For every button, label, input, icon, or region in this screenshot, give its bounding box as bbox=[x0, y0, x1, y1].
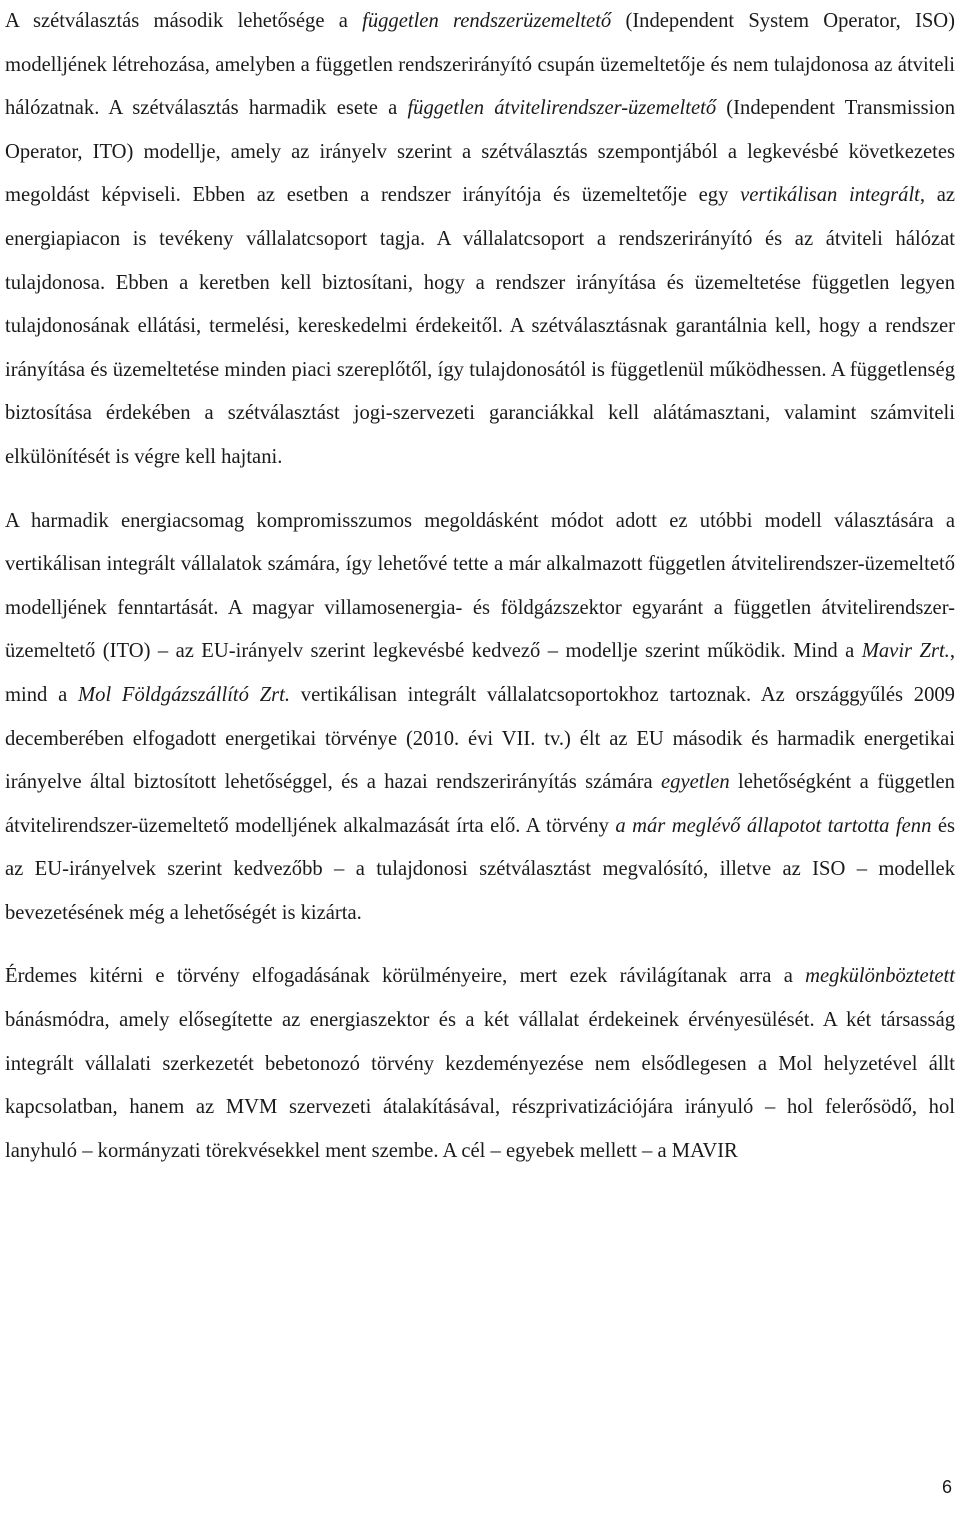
emphasized-text: Mol Földgázszállító Zrt. bbox=[78, 683, 291, 706]
paragraph-text: (Independent Transmission Operator, ITO) modellje, amely az irányelv szerint a szétválasztás szempontjából a legkevésbé következetes megoldást képviseli. Ebben az esetben a rendszer irányítója és üzemeltetője egy bbox=[5, 97, 955, 207]
page-number: 6 bbox=[941, 1477, 952, 1497]
paragraph-text: lehetőségként a független átvitelirendszer-üzemeltető modelljének alkalmazását írta elő. A törvény bbox=[5, 771, 955, 837]
paragraph-text: bánásmódra, amely elősegítette az energiaszektor és a két vállalat érdekeinek érvényesülését. A két társasság integrált vállalati szerkezetét bebetonozó törvény kezdeményezése nem elsődlegesen a Mol helyzetével állt kapcsolatban, hanem az MVM szervezeti átalakításával, részprivatizációjára irányuló – hol felerősödő, hol lanyhuló – kormányzati törekvésekkel ment szembe. A cél – egyebek mellett – a MAVIR bbox=[5, 1009, 955, 1162]
document-body bbox=[5, 0, 955, 1173]
paragraph bbox=[5, 955, 955, 1173]
paragraph bbox=[5, 0, 955, 480]
document-page bbox=[5, 0, 955, 1173]
paragraph-text: , az energiapiacon is tevékeny vállalatcsoport tagja. A vállalatcsoport a rendszerirányító és az átviteli hálózat tulajdonosa. Ebben a keretben kell biztosítani, hogy a rendszer irányítása és üzemeltetése független legyen tulajdonosának ellátási, termelési, kereskedelmi érdekeitől. A szétválasztásnak garantálnia kell, hogy a rendszer irányítása és üzemeltetése minden piaci szereplőtől, így tulajdonosától is függetlenül működhessen. A függetlenség biztosítása érdekében a szétválasztást jogi-szervezeti garanciákkal kell alátámasztani, valamint számviteli elkülönítését is végre kell hajtani. bbox=[5, 184, 956, 468]
emphasized-text: Mavir Zrt. bbox=[861, 640, 950, 663]
emphasized-text: vertikálisan integrált bbox=[740, 184, 920, 207]
emphasized-text: független rendszerüzemeltető bbox=[362, 10, 612, 32]
paragraph bbox=[5, 500, 955, 936]
emphasized-text: a már meglévő állapotot tartotta fenn bbox=[615, 814, 932, 837]
paragraph-text: és az EU-irányelvek szerint kedvezőbb – a tulajdonosi szétválasztást megvalósító, illetve az ISO – modellek bevezetésének még a lehetőségét is kizárta. bbox=[5, 814, 956, 924]
paragraph-text: (Independent System Operator, ISO) modelljének létrehozása, amelyben a független rendszerirányító csupán üzemeltetője és nem tulajdonosa az átviteli hálózatnak. A szétválasztás harmadik esete a bbox=[5, 10, 955, 120]
paragraph-text: A szétválasztás második lehetősége a bbox=[5, 10, 363, 32]
paragraph-text: , mind a bbox=[5, 640, 955, 706]
emphasized-text: független átvitelirendszer-üzemeltető bbox=[407, 97, 717, 120]
emphasized-text: megkülönböztetett bbox=[805, 965, 955, 988]
paragraph-text: vertikálisan integrált vállalatcsoportokhoz tartoznak. Az országgyűlés 2009 decemberében elfogadott energetikai törvénye (2010. évi VII. tv.) élt az EU második és harmadik energetikai irányelve által biztosított lehetőséggel, és a hazai rendszerirányítás számára bbox=[5, 683, 955, 794]
paragraph-text: A harmadik energiacsomag kompromisszumos megoldásként módot adott ez utóbbi modell választására a vertikálisan integrált vállalatok számára, így lehetővé tette a már alkalmazott független átvitelirendszer-üzemeltető modelljének fenntartását. A magyar villamosenergia- és földgázszektor egyaránt a független átvitelirendszer-üzemeltető (ITO) – az EU-irányelv szerint legkevésbé kedvező – modellje szerint működik. Mind a bbox=[5, 509, 955, 663]
paragraph-text: Érdemes kitérni e törvény elfogadásának körülményeire, mert ezek rávilágítanak arra a bbox=[5, 965, 806, 988]
emphasized-text: egyetlen bbox=[661, 771, 730, 794]
